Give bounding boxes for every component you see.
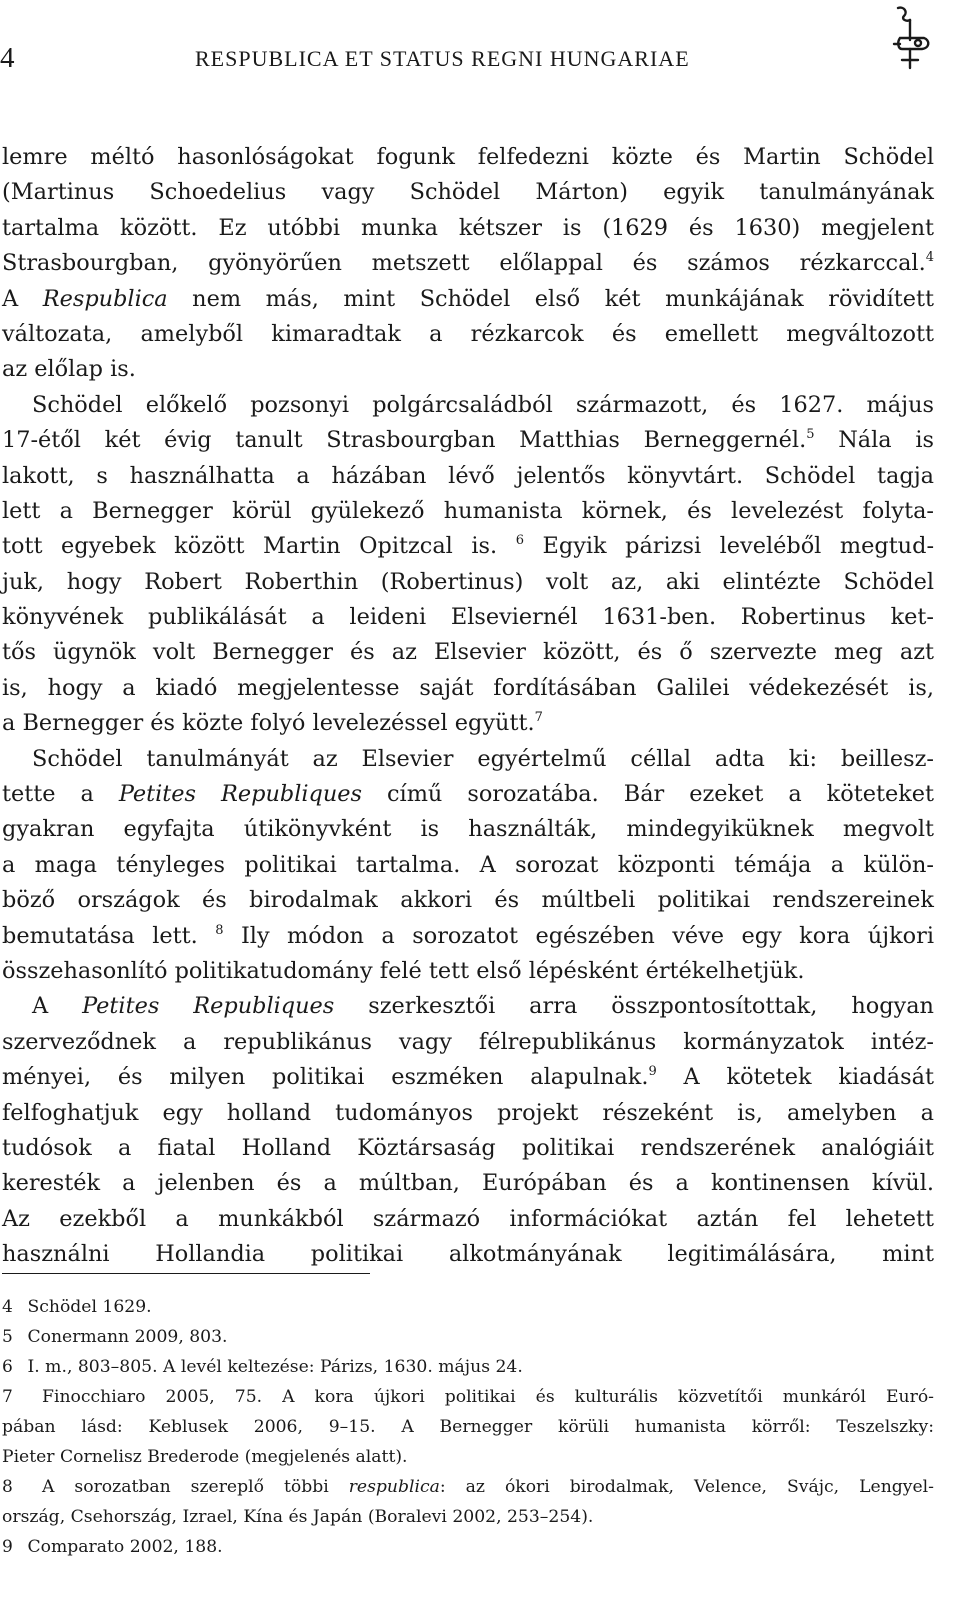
- body-line: változata, amelyből kimaradtak a rézkarcok és emellett megváltozott: [2, 320, 934, 347]
- body-line: tette a Petites Republiques című sorozatába. Bár ezeket a köteteket: [2, 781, 935, 808]
- body-line: lakott, s használhatta a házában lévő jelentős könyvtárt. Schödel tagja: [2, 462, 934, 489]
- footnote-ref[interactable]: 4: [925, 250, 934, 266]
- body-line: a Bernegger és közte folyó levelezéssel együtt.$^7$: [2, 710, 543, 737]
- body-line: lett a Bernegger körül gyülekező humanista körnek, és levelezést folyta-: [2, 497, 934, 524]
- body-line: felfoghatjuk egy holland tudományos projekt részeként is, amelyben a: [2, 1099, 934, 1126]
- footnote-divider: [2, 1273, 370, 1274]
- page-header: [0, 36, 960, 76]
- italic-title: Petites Republiques: [118, 781, 363, 808]
- body-line: gyakran egyfajta útikönyvként is használták, mindegyiküknek megvolt: [2, 816, 934, 843]
- body-line: használni Hollandia politikai alkotmányának legitimálására, mint: [2, 1241, 934, 1268]
- footnote-ref[interactable]: 5: [806, 427, 815, 443]
- body-line: A Respublica nem más, mint Schödel első két munkájának rövidített: [2, 285, 934, 312]
- body-text: [2, 140, 934, 1273]
- footnote: 7 Finocchiaro 2005, 75. A kora újkori politikai és kulturális közvetítői munkáról Euró-: [2, 1387, 934, 1407]
- footnote: 9 Comparato 2002, 188.: [2, 1537, 223, 1557]
- body-line: tartalma között. Ez utóbbi munka kétszer is (1629 és 1630) megjelent: [2, 214, 934, 241]
- footnote: 5 Conermann 2009, 803.: [2, 1327, 228, 1347]
- footnote-ref[interactable]: 6: [515, 533, 524, 549]
- body-line: a maga tényleges politikai tartalma. A sorozat központi témája a külön-: [2, 851, 934, 878]
- body-line: szerveződnek a republikánus vagy félrepublikánus kormányzatok intéz-: [2, 1028, 934, 1055]
- footnote: 6 I. m., 803–805. A levél keltezése: Párizs, 1630. május 24.: [2, 1357, 523, 1377]
- footnote-ref[interactable]: 7: [534, 710, 543, 726]
- footnote-continuation: ország, Csehország, Izrael, Kína és Japán (Boralevi 2002, 253–254).: [2, 1507, 594, 1527]
- body-line: Schödel tanulmányát az Elsevier egyértelmű céllal adta ki: beillesz-: [32, 745, 934, 772]
- body-line: Schödel előkelő pozsonyi polgárcsaládból származott, és 1627. május: [32, 391, 934, 418]
- body-line: összehasonlító politikatudomány felé tett első lépésként értékelhetjük.: [2, 957, 805, 984]
- page-number: 4: [0, 42, 15, 74]
- body-line: 17-étől két évig tanult Strasbourgban Matthias Berneggernél.$^5$ Nála is: [2, 427, 934, 454]
- body-line: A Petites Republiques szerkesztői arra összpontosítottak, hogyan: [32, 993, 934, 1020]
- body-line: bemutatása lett. $^8$ Ily módon a sorozatot egészében véve egy kora újkori: [2, 922, 935, 949]
- body-line: Az ezekből a munkákból származó információkat aztán fel lehetett: [2, 1205, 934, 1232]
- footnote: 8 A sorozatban szereplő többi respublica: az ókori birodalmak, Velence, Svájc, Lengyel-: [2, 1477, 934, 1497]
- body-line: tős ügynök volt Bernegger és az Elsevier között, és ő szervezte meg azt: [2, 639, 934, 666]
- footnotes: [2, 1292, 934, 1562]
- footnote-ref[interactable]: 9: [648, 1064, 657, 1080]
- italic-title: Petites Republiques: [82, 993, 335, 1020]
- body-line: tott egyebek között Martin Opitzcal is. $^6$ Egyik párizsi leveléből megtud-: [2, 533, 935, 560]
- footnote-continuation: pában lásd: Keblusek 2006, 9–15. A Bernegger körüli humanista körről: Teszelszky:: [2, 1417, 934, 1437]
- footnote-ref[interactable]: 8: [215, 922, 224, 938]
- body-line: is, hogy a kiadó megjelentesse saját fordításában Galilei védekezését is,: [2, 674, 934, 701]
- footnote-continuation: Pieter Cornelisz Brederode (megjelenés alatt).: [2, 1447, 408, 1467]
- body-line: Strasbourgban, gyönyörűen metszett előlappal és számos rézkarccal.$^4$: [2, 250, 934, 277]
- body-line: az előlap is.: [2, 356, 136, 383]
- running-title: RESPUBLICA ET STATUS REGNI HUNGARIAE: [195, 46, 690, 71]
- italic-title: Respublica: [42, 285, 168, 312]
- bird-emblem-icon: [890, 4, 934, 70]
- body-line: tudósok a fiatal Holland Köztársaság politikai rendszerének analógiáit: [2, 1134, 934, 1161]
- body-line: juk, hogy Robert Roberthin (Robertinus) volt az, aki elintézte Schödel: [2, 568, 934, 595]
- body-line: lemre méltó hasonlóságokat fogunk felfedezni közte és Martin Schödel: [2, 144, 934, 170]
- body-line: (Martinus Schoedelius vagy Schödel Márton) egyik tanulmányának: [2, 179, 934, 206]
- body-line: keresték a jelenben és a múltban, Európában és a kontinensen kívül.: [2, 1170, 934, 1197]
- body-line: böző országok és birodalmak akkori és múltbeli politikai rendszereinek: [2, 887, 934, 914]
- body-line: könyvének publikálását a leideni Elseviernél 1631-ben. Robertinus ket-: [2, 604, 934, 631]
- footnote: 4 Schödel 1629.: [2, 1297, 152, 1317]
- body-line: ményei, és milyen politikai eszméken alapulnak.$^9$ A kötetek kiadását: [2, 1064, 934, 1091]
